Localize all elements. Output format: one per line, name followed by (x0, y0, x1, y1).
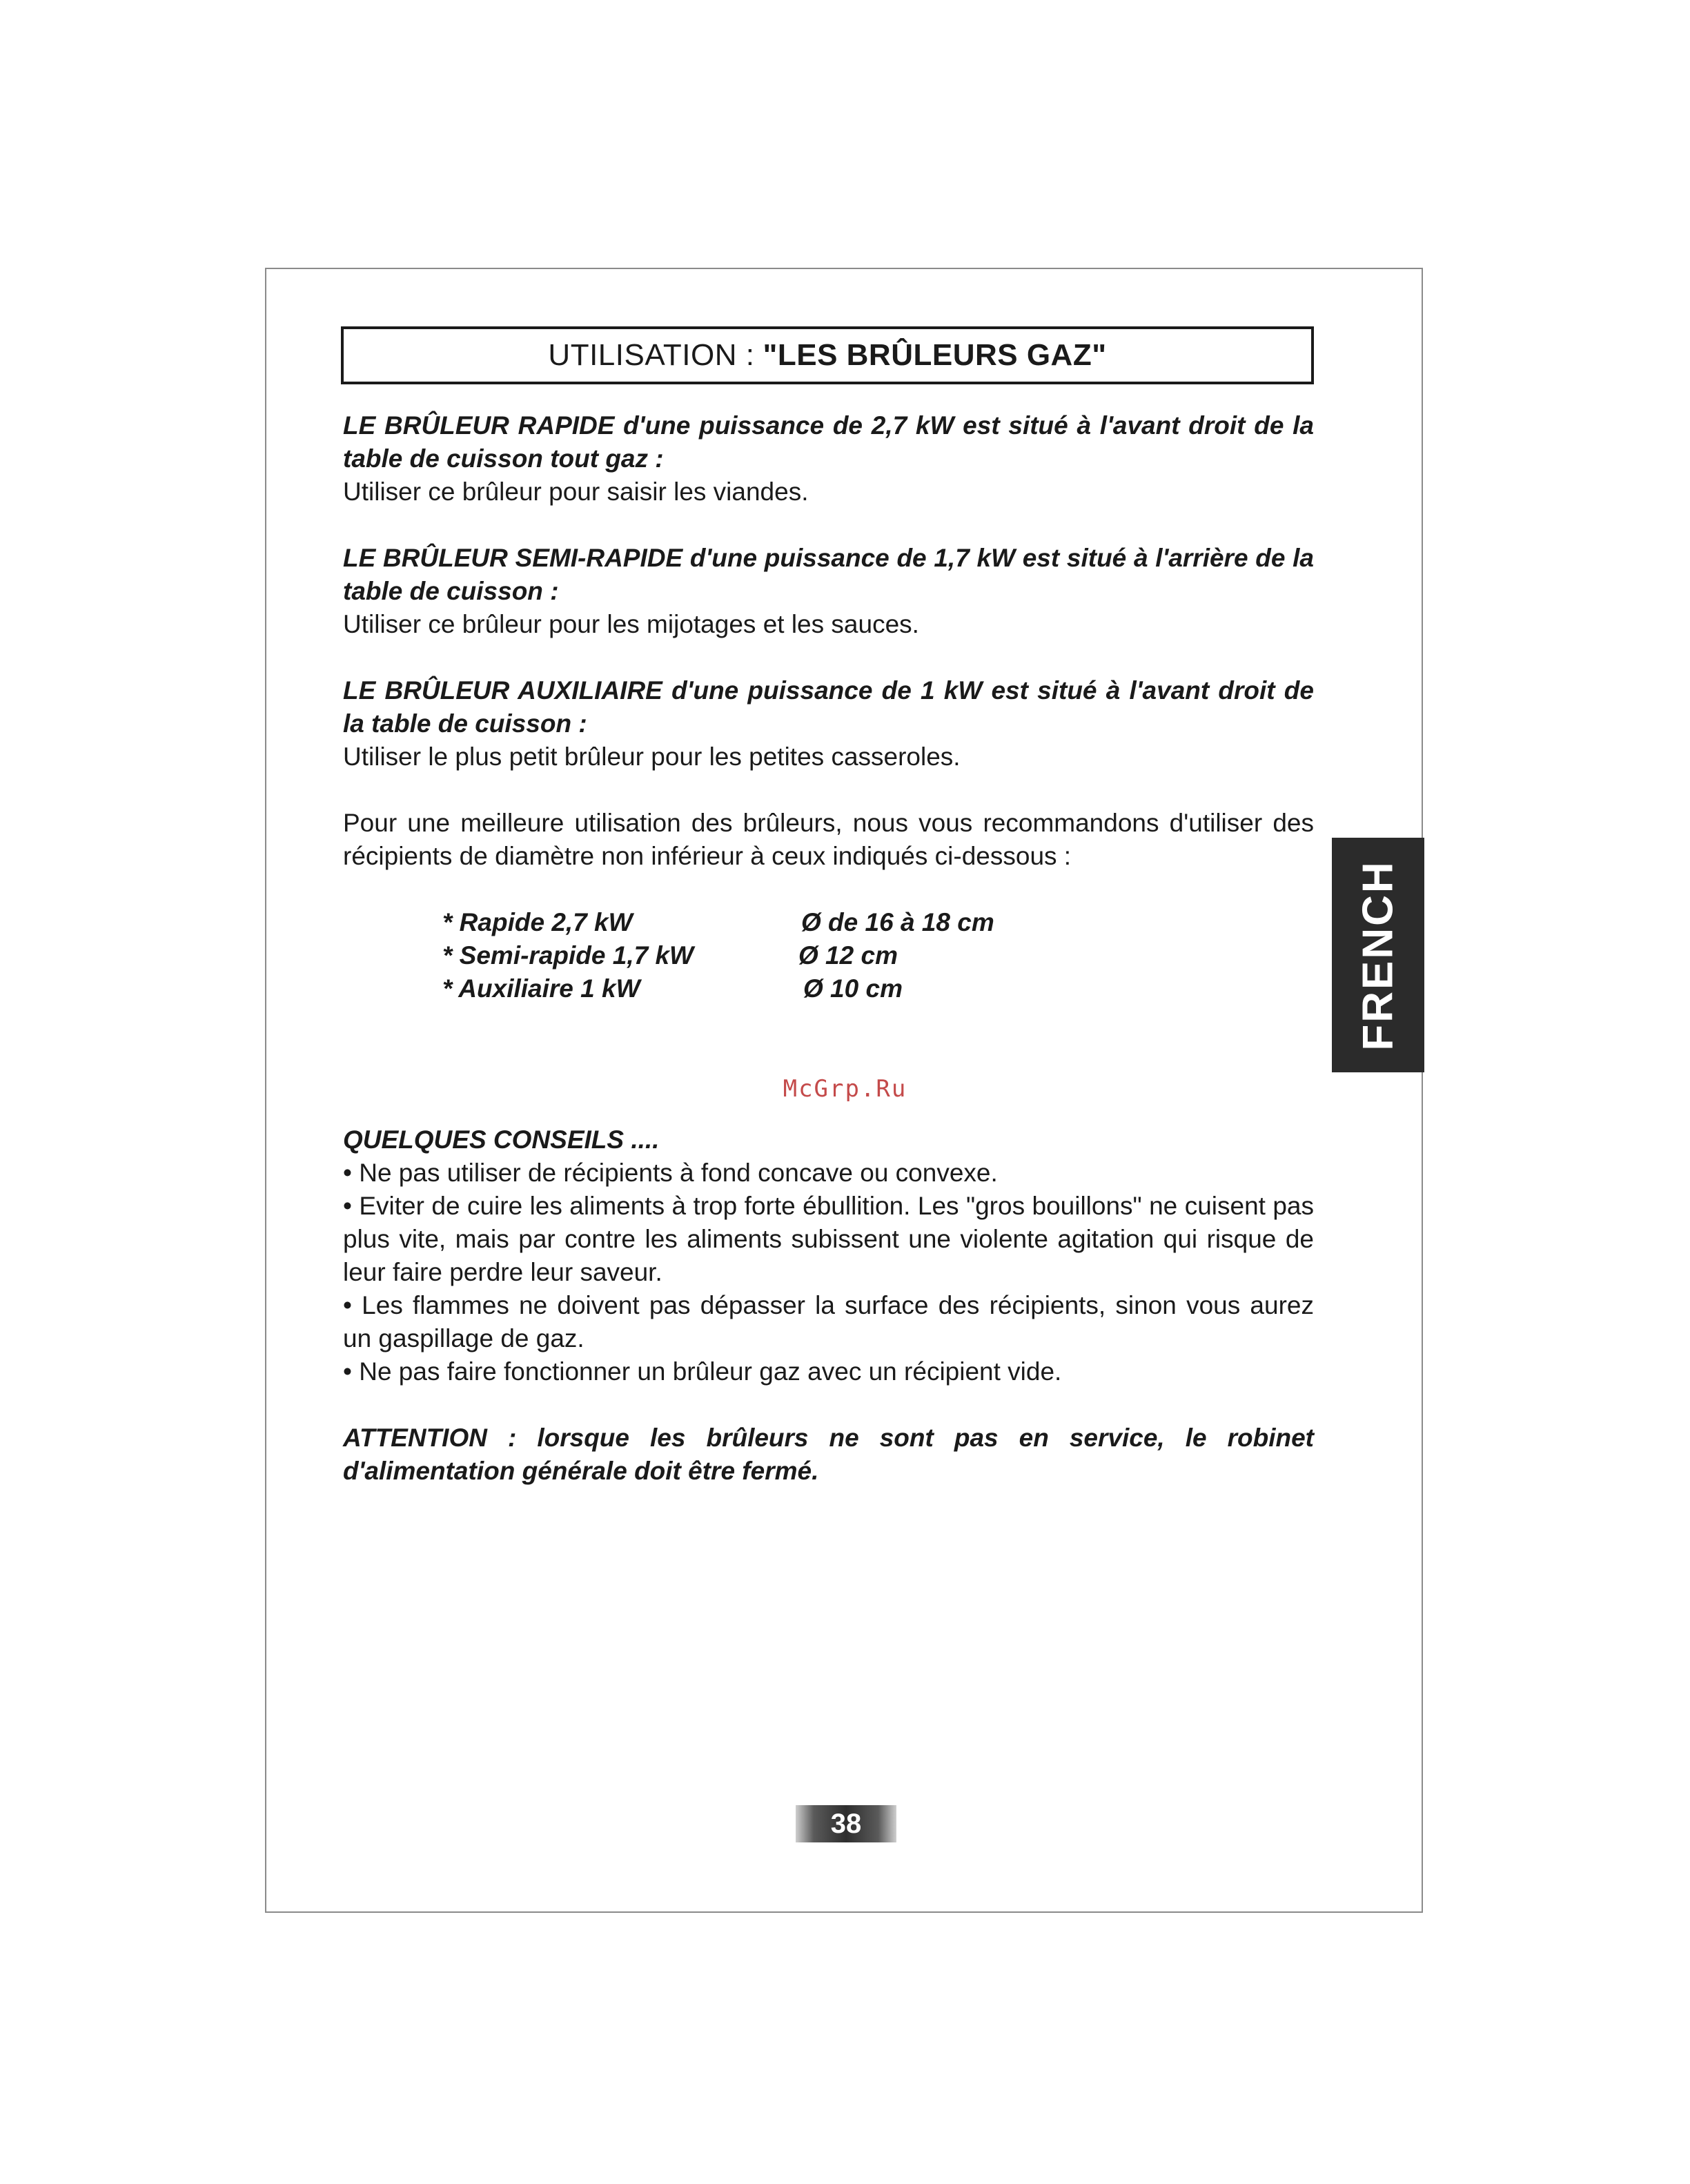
advice-section (343, 1123, 1314, 1488)
burner-text-semi-rapide: Utiliser ce brûleur pour les mijotages et les sauces. (343, 610, 919, 638)
burner-text-auxiliaire: Utiliser le plus petit brûleur pour les petites casseroles. (343, 742, 961, 771)
advice-item: • Ne pas faire fonctionner un brûleur gaz avec un récipient vide. (343, 1357, 1062, 1386)
burner-heading-semi-rapide: LE BRÛLEUR SEMI-RAPIDE d'une puissance de 1,7 kW est situé à l'arrière de la table de cuisson : (343, 544, 1314, 605)
burner-name: * Semi-rapide 1,7 kW (442, 941, 694, 970)
burner-heading-auxiliaire: LE BRÛLEUR AUXILIAIRE d'une puissance de 1 kW est situé à l'avant droit de la table de cuisson : (343, 676, 1314, 738)
advice-item: • Ne pas utiliser de récipients à fond concave ou convexe. (343, 1159, 998, 1187)
advice-heading: QUELQUES CONSEILS .... (343, 1125, 660, 1154)
burner-heading-rapide: LE BRÛLEUR RAPIDE d'une puissance de 2,7 kW est situé à l'avant droit de la table de cuisson tout gaz : (343, 411, 1314, 473)
page-title (341, 326, 1314, 384)
burner-diameter: Ø 10 cm (803, 974, 903, 1003)
diameter-list (442, 906, 1314, 1005)
title-main: "LES BRÛLEURS GAZ" (763, 338, 1107, 372)
diameter-row (442, 972, 1314, 1005)
page-number: 38 (796, 1805, 896, 1842)
burner-name: * Auxiliaire 1 kW (442, 974, 640, 1003)
title-prefix: UTILISATION : (548, 338, 755, 372)
language-tab (1332, 838, 1424, 1072)
language-tab-label: FRENCH (1354, 859, 1402, 1051)
burner-section (343, 409, 1314, 1005)
advice-item: • Les flammes ne doivent pas dépasser la surface des récipients, sinon vous aurez un gaspillage de gaz. (343, 1291, 1314, 1352)
diameter-row (442, 906, 1314, 939)
watermark: McGrp.Ru (783, 1075, 907, 1103)
burner-text-rapide: Utiliser ce brûleur pour saisir les viandes. (343, 478, 809, 506)
burner-diameter: Ø de 16 à 18 cm (801, 908, 994, 936)
burner-diameter: Ø 12 cm (798, 941, 898, 970)
diameter-row (442, 939, 1314, 972)
recommendation-text: Pour une meilleure utilisation des brûleurs, nous vous recommandons d'utiliser des récipients de diamètre non inférieur à ceux indiqués ci-dessous : (343, 809, 1314, 870)
attention-note: ATTENTION : lorsque les brûleurs ne sont pas en service, le robinet d'alimentation générale doit être fermé. (343, 1424, 1314, 1485)
burner-name: * Rapide 2,7 kW (442, 908, 633, 936)
advice-item: • Eviter de cuire les aliments à trop forte ébullition. Les "gros bouillons" ne cuisent pas plus vite, mais par contre les aliments subissent une violente agitation qui risque de leur faire perdre leur saveur. (343, 1192, 1314, 1286)
